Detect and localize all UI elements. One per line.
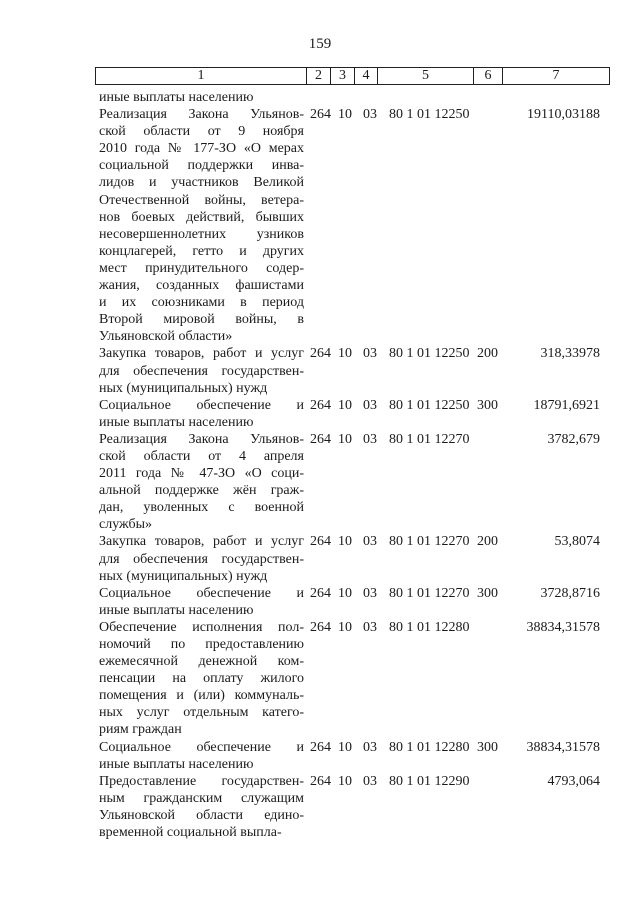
row-description [99,397,304,431]
expense-type-code: 300 [477,397,498,413]
row-description [99,431,304,534]
row-description [99,89,304,106]
row-description [99,585,304,619]
description-line: для обеспечения государствен- [99,363,304,379]
description-line: Социальное обеспечение и [99,585,304,601]
table-row [0,585,640,619]
section-code: 264 [310,619,331,635]
description-line: Закупка товаров, работ и услуг [99,346,304,362]
description-line: Социальное обеспечение и [99,739,304,755]
page-number: 159 [308,36,332,52]
subsection-detail-code: 03 [363,773,377,789]
subsection-code: 10 [338,534,352,550]
description-line: социальной поддержки инва- [99,158,304,174]
section-code: 264 [310,107,331,123]
description-line: временной социальной выпла- [99,825,282,841]
target-article-code: 80 1 01 12290 [389,773,470,789]
table-body [0,89,640,841]
description-line: ным гражданским служащим [99,790,304,806]
subsection-code: 10 [338,107,352,123]
subsection-code: 10 [338,739,352,755]
target-article-code: 80 1 01 12280 [389,739,470,755]
description-line: альной поддержке жён граж- [99,483,304,499]
row-description [99,345,304,396]
header-col-1: 1 [96,68,307,84]
description-line: лидов и участников Великой [99,175,304,191]
amount: 38834,31578 [526,739,600,755]
subsection-code: 10 [338,397,352,413]
subsection-code: 10 [338,431,352,447]
table-row [0,89,640,106]
description-line: Реализация Закона Ульянов- [99,431,304,447]
description-line: Закупка товаров, работ и услуг [99,534,304,550]
description-line: Ульяновской области» [99,329,233,345]
description-line: Обеспечение исполнения пол- [99,619,304,635]
subsection-detail-code: 03 [363,107,377,123]
expense-type-code: 300 [477,585,498,601]
table-row [0,773,640,841]
subsection-detail-code: 03 [363,397,377,413]
description-line: 2011 года № 47-ЗО «О соци- [99,466,304,482]
table-row [0,533,640,584]
amount: 38834,31578 [526,619,600,635]
description-line: иные выплаты населению [99,756,254,772]
description-line: Предоставление государствен- [99,773,304,789]
table-row [0,106,640,345]
section-code: 264 [310,397,331,413]
header-col-7: 7 [552,68,560,83]
expense-type-code: 200 [477,346,498,362]
description-line: ных (муниципальных) нужд [99,568,268,584]
description-line: ской области от 9 ноября [99,124,304,140]
description-line: 2010 года № 177-ЗО «О мерах [99,141,304,157]
description-line: ежемесячной денежной ком- [99,654,304,670]
table-row [0,619,640,739]
table-row [0,431,640,534]
table-row [0,397,640,431]
description-line: ской области от 4 апреля [99,448,304,464]
amount: 3728,8716 [540,585,600,601]
description-line: Ульяновской области едино- [99,807,304,823]
description-line: Отечественной войны, ветера- [99,192,304,208]
description-line: иные выплаты населению [99,602,254,618]
subsection-code: 10 [338,346,352,362]
target-article-code: 80 1 01 12270 [389,534,470,550]
subsection-code: 10 [338,773,352,789]
target-article-code: 80 1 01 12270 [389,585,470,601]
subsection-detail-code: 03 [363,534,377,550]
section-code: 264 [310,534,331,550]
table-header [95,67,610,85]
description-line: жания, созданных фашистами [99,278,304,294]
subsection-detail-code: 03 [363,346,377,362]
description-line: нов боевых действий, бывших [99,209,304,225]
description-line: ных услуг отдельным катего- [99,705,304,721]
description-line: иные выплаты населению [99,414,254,430]
description-line: концлагерей, гетто и других [99,243,304,259]
description-line: помещения и (или) коммуналь- [99,688,304,704]
description-line: Социальное обеспечение и [99,397,304,413]
target-article-code: 80 1 01 12250 [389,346,470,362]
table-row [0,345,640,396]
section-code: 264 [310,585,331,601]
description-line: мест принудительного содер- [99,260,304,276]
description-line: службы» [99,517,153,533]
row-description [99,773,304,841]
amount: 318,33978 [540,346,600,362]
amount: 4793,064 [547,773,600,789]
row-description [99,533,304,584]
row-description [99,106,304,345]
row-description [99,739,304,773]
section-code: 264 [310,431,331,447]
description-line: иные выплаты населению [99,90,254,105]
description-line: несовершеннолетних узников [99,226,304,242]
target-article-code: 80 1 01 12250 [389,107,470,123]
expense-type-code: 300 [477,739,498,755]
description-line: ных (муниципальных) нужд [99,380,268,396]
header-col-6: 6 [474,68,503,84]
amount: 53,8074 [554,534,600,550]
target-article-code: 80 1 01 12280 [389,619,470,635]
subsection-detail-code: 03 [363,739,377,755]
table-row [0,739,640,773]
expense-type-code: 200 [477,534,498,550]
subsection-detail-code: 03 [363,619,377,635]
row-description [99,619,304,739]
description-line: риям граждан [99,722,182,738]
subsection-code: 10 [338,585,352,601]
description-line: Реализация Закона Ульянов- [99,107,304,123]
description-line: для обеспечения государствен- [99,551,304,567]
header-col-5: 5 [378,68,474,84]
subsection-detail-code: 03 [363,585,377,601]
description-line: пенсации на оплату жилого [99,671,304,687]
header-col-2: 2 [307,68,331,84]
section-code: 264 [310,773,331,789]
description-line: номочий по предоставлению [99,637,304,652]
description-line: Второй мировой войны, в [99,312,304,328]
subsection-detail-code: 03 [363,431,377,447]
header-col-3: 3 [331,68,355,84]
target-article-code: 80 1 01 12270 [389,431,470,447]
amount: 18791,6921 [533,397,600,413]
target-article-code: 80 1 01 12250 [389,397,470,413]
section-code: 264 [310,739,331,755]
section-code: 264 [310,346,331,362]
header-col-4: 4 [355,68,378,84]
amount: 19110,03188 [527,107,600,123]
amount: 3782,679 [547,431,600,447]
subsection-code: 10 [338,619,352,635]
description-line: дан, уволенных с военной [99,500,304,516]
description-line: и их союзниками в период [99,295,304,311]
